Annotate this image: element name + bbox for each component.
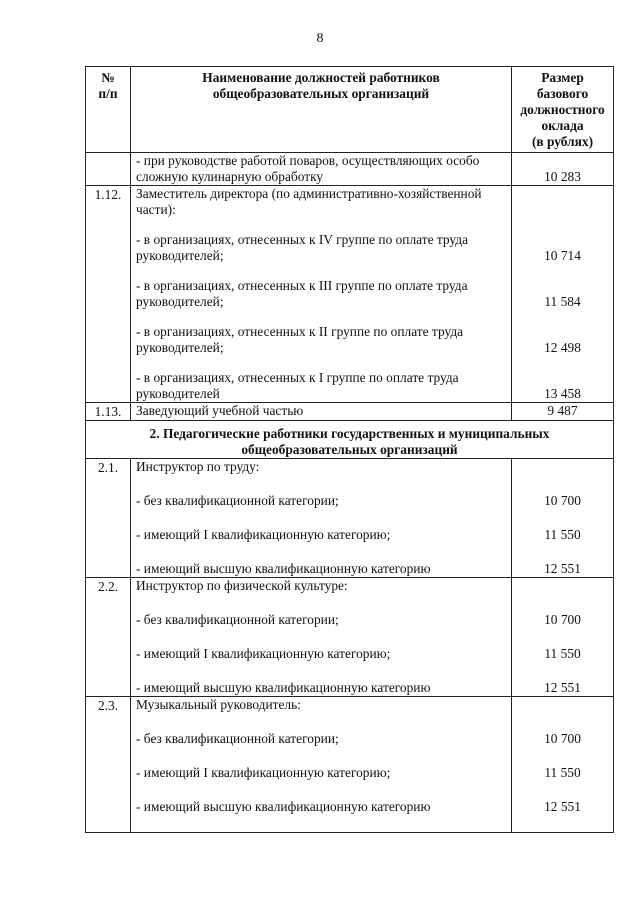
salary-amount [512,153,614,186]
text-line: - имеющий I квалификационную категорию; [136,646,391,661]
table-row [86,403,614,421]
row-number: 2.3. [86,697,131,833]
position-name [131,186,512,403]
salary-value: 10 700 [544,731,581,746]
section-heading [86,421,614,459]
table-row [86,697,614,833]
salary-value: 12 551 [544,680,581,695]
header-name-line: Наименование должностей работников [202,70,440,85]
text-line: сложную кулинарную обработку [136,169,324,184]
header-number [86,67,131,153]
table-row [86,153,614,186]
salary-value: 11 550 [544,765,581,780]
header-salary-line: базового [536,86,589,101]
salary-value: 10 700 [544,612,581,627]
text-line: Инструктор по физической культуре: [136,578,348,593]
row-number [86,153,131,186]
position-name [131,459,512,578]
text-line: руководителей [136,386,220,401]
header-salary [512,67,614,153]
table-row [86,459,614,578]
text-line: - имеющий высшую квалификационную категорию [136,799,431,814]
text-line: руководителей; [136,248,224,263]
text-line: части): [136,202,176,217]
header-salary-line: Размер [541,70,584,85]
text-line: руководителей; [136,340,224,355]
salary-value: 12 498 [544,340,581,355]
text-line: Заместитель директора (по административно-хозяйственной [136,186,482,201]
text-line: - без квалификационной категории; [136,493,339,508]
header-salary-line: (в рублях) [531,134,594,149]
row-number: 2.2. [86,578,131,697]
salary-value: 11 550 [544,646,581,661]
section-row [86,421,614,459]
salary-value: 11 550 [544,527,581,542]
text-line: - имеющий I квалификационную категорию; [136,765,391,780]
salary-value: 12 551 [544,799,581,814]
salary-amount [512,578,614,697]
text-line: - в организациях, отнесенных к IV группе по оплате труда [136,232,469,247]
salary-table [85,66,614,833]
position-name [131,578,512,697]
salary-value: 13 458 [544,386,581,401]
text-line: Музыкальный руководитель: [136,697,301,712]
header-salary-line: должностного [520,102,605,117]
text-line: Инструктор по труду: [136,459,260,474]
table-row [86,186,614,403]
header-number-line: п/п [98,86,118,101]
row-number: 1.12. [86,186,131,403]
salary-amount [512,186,614,403]
text-line: - имеющий I квалификационную категорию; [136,527,391,542]
header-position-name [131,67,512,153]
row-number: 1.13. [86,403,131,421]
text-line: - в организациях, отнесенных к III группе по оплате труда [136,278,468,293]
page-number: 8 [316,31,324,46]
salary-value: 10 700 [544,493,581,508]
text-line: - имеющий высшую квалификационную категорию [136,680,431,695]
header-name-line: общеобразовательных организаций [212,86,430,101]
position-name [131,153,512,186]
text-line: - без квалификационной категории; [136,612,339,627]
salary-amount [512,697,614,833]
salary-value: 10 283 [544,169,581,184]
position-name: Заведующий учебной частью [131,403,512,421]
salary-value: 12 551 [544,561,581,576]
row-number: 2.1. [86,459,131,578]
text-line: - в организациях, отнесенных к II группе по оплате труда [136,324,464,339]
text-line: - без квалификационной категории; [136,731,339,746]
text-line: - в организациях, отнесенных к I группе по оплате труда [136,370,459,385]
header-number-line: № [101,70,115,85]
position-name [131,697,512,833]
section-heading-line: общеобразовательных организаций [241,442,458,457]
text-line: - при руководстве работой поваров, осуществляющих особо [136,153,480,168]
salary-value: 11 584 [544,294,581,309]
header-salary-line: оклада [541,118,584,133]
text-line: - имеющий высшую квалификационную категорию [136,561,431,576]
table-header-row [86,67,614,153]
salary-value: 10 714 [544,248,581,263]
section-heading-line: 2. Педагогические работники государственных и муниципальных [149,426,550,441]
salary-amount: 9 487 [512,403,614,421]
table-row [86,578,614,697]
salary-amount [512,459,614,578]
text-line: руководителей; [136,294,224,309]
